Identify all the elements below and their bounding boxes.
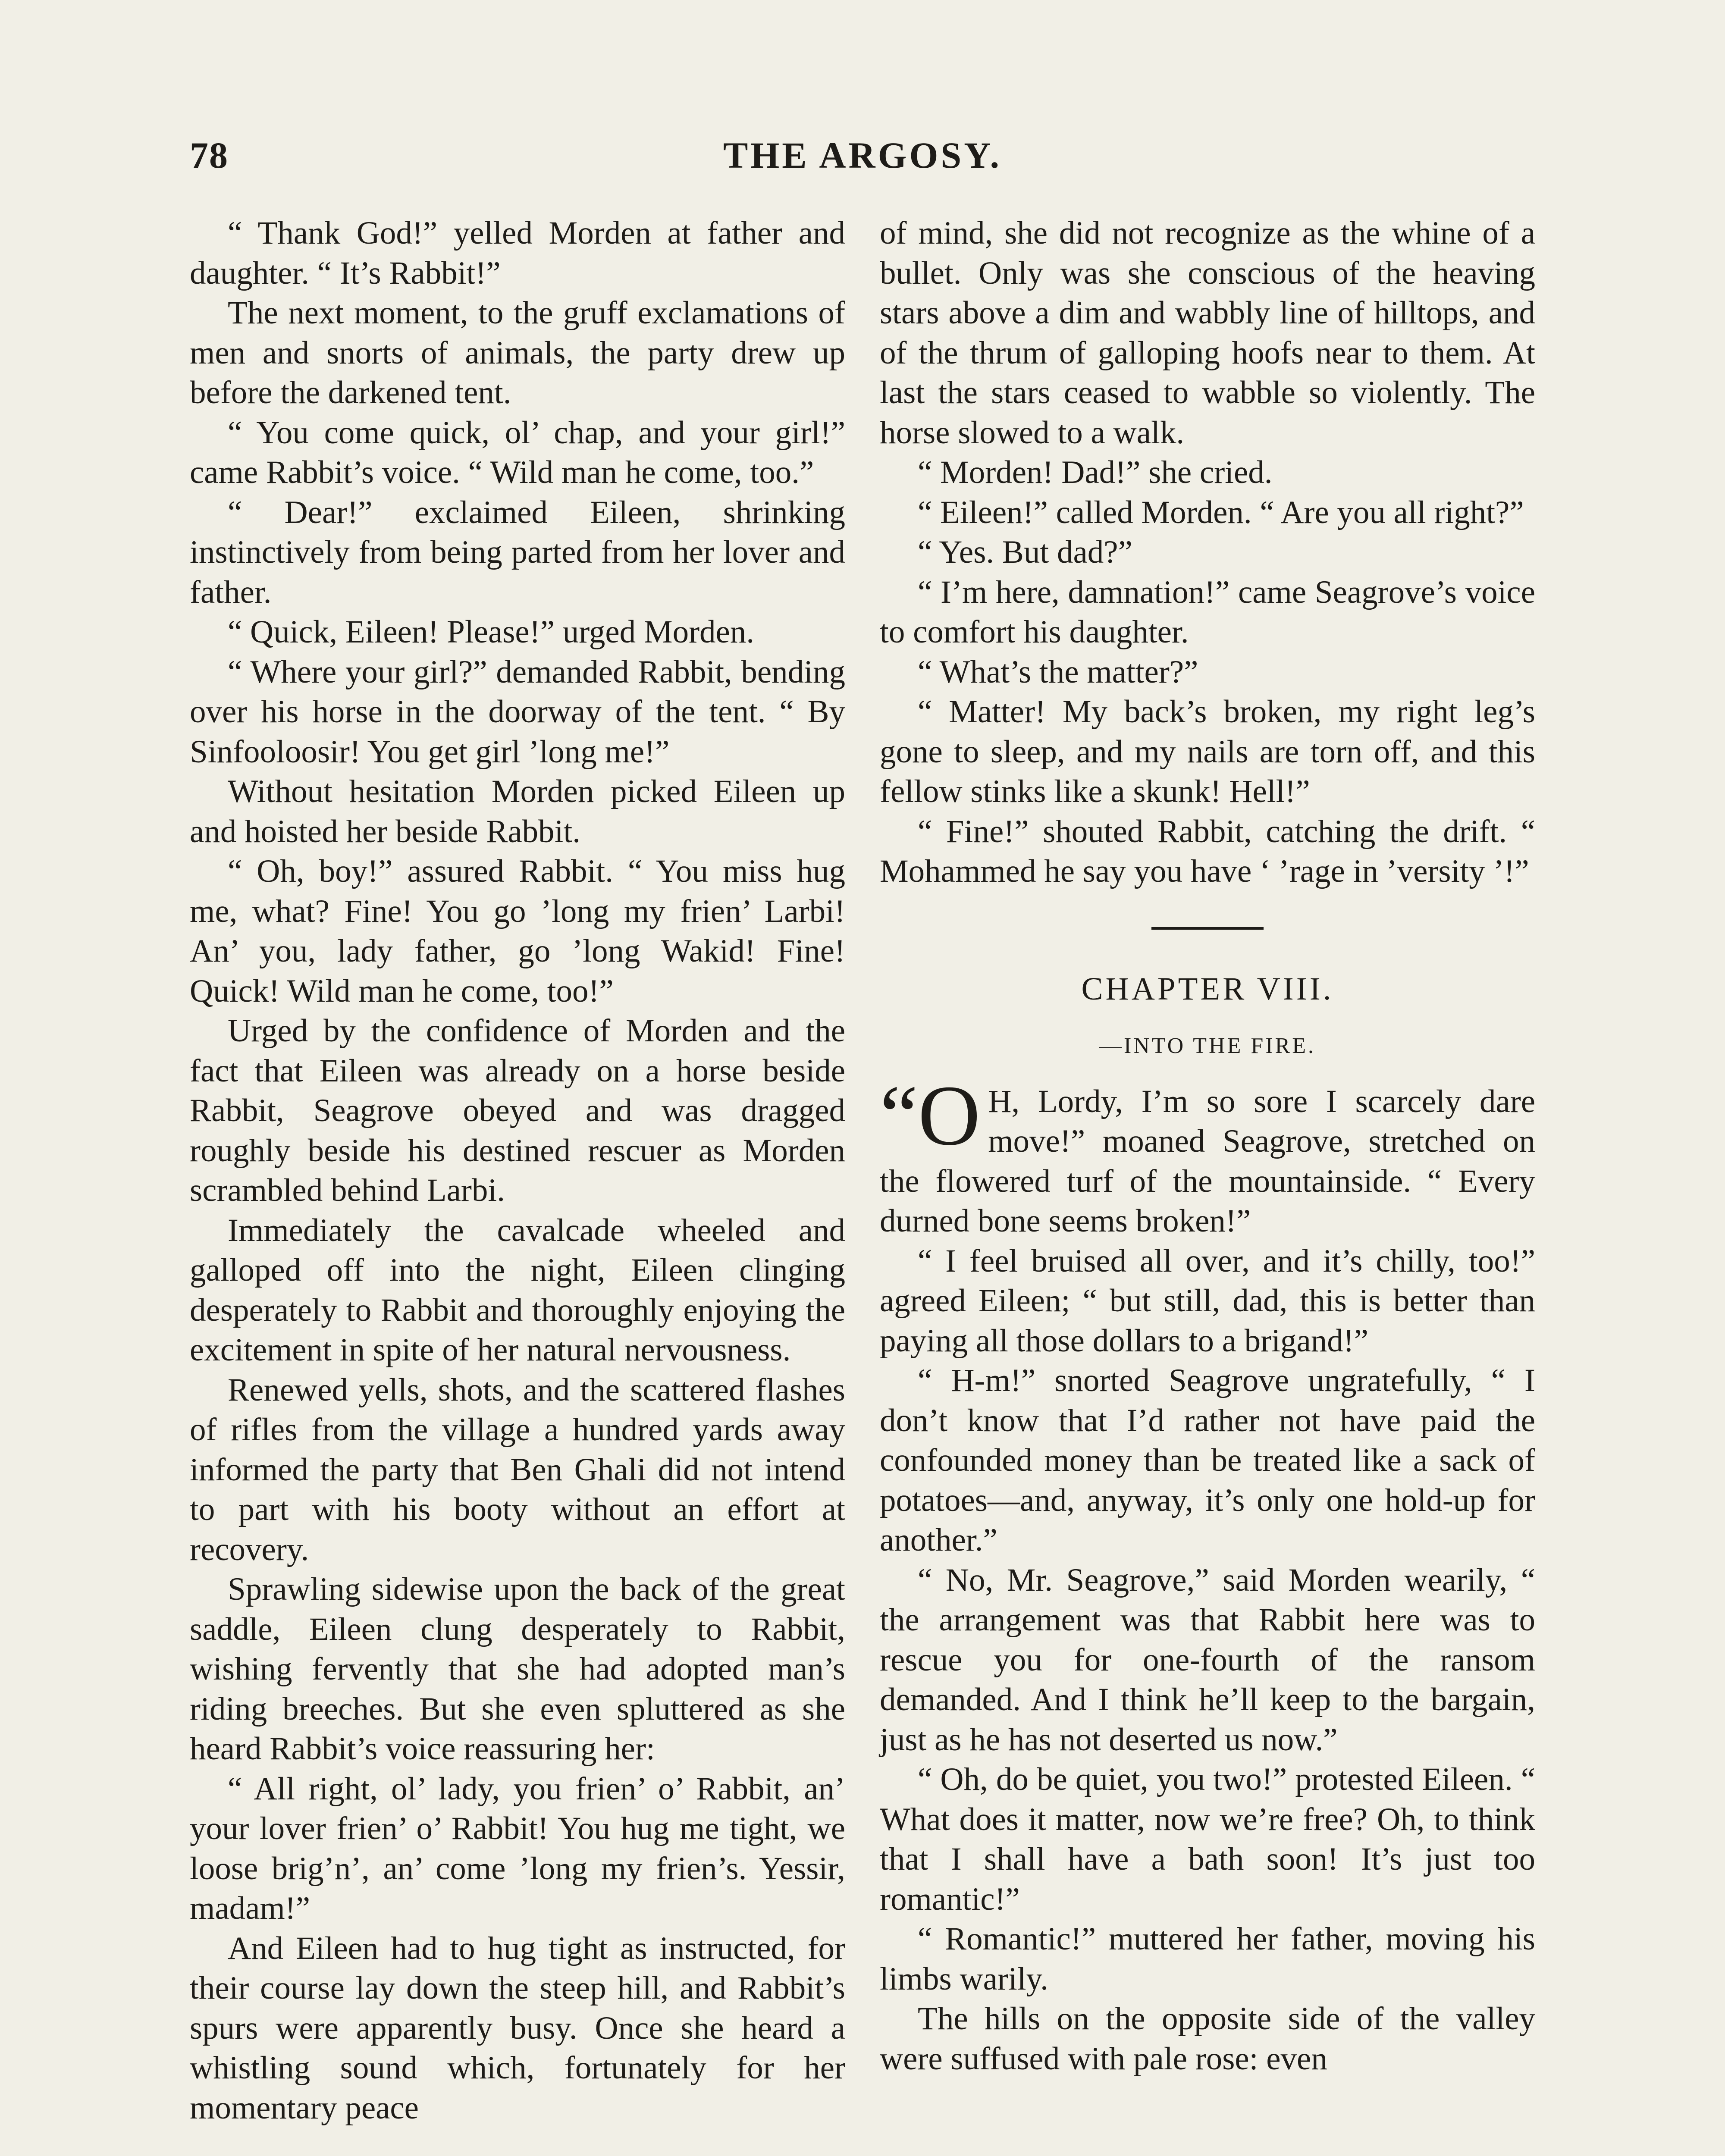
paragraph: “ Eileen!” called Morden. “ Are you all right?”: [918, 494, 1524, 530]
paragraph: And Eileen had to hug tight as instructed, for their course lay down the steep hill, and Rabbit’s spurs were apparently busy. Once she heard a whistling sound which, fortunately for her momentary peace: [190, 1930, 845, 2126]
opening-text: H, Lordy, I’m so sore I scarcely dare move!” moaned Seagrove, stretched on the flowered turf of the mountainside. “ Every durned bone seems broken!”: [880, 1083, 1535, 1239]
paragraph: “ Dear!” exclaimed Eileen, shrinking instinctively from being parted from her lover and father.: [190, 494, 845, 610]
chapter-subtitle: —INTO THE FIRE.: [1099, 1034, 1316, 1058]
paragraph: “ Romantic!” muttered her father, moving his limbs warily.: [880, 1921, 1535, 1997]
paragraph: “ Fine!” shouted Rabbit, catching the drift. “ Mohammed he say you have ‘ ’rage in ’versity ’!”: [880, 813, 1535, 889]
paragraph: of mind, she did not recognize as the whine of a bullet. Only was she conscious of the heaving stars above a dim and wabbly line of hilltops, and of the thrum of galloping hoofs near to them. At last the stars ceased to wabble so violently. The horse slowed to a walk.: [880, 215, 1535, 451]
paragraph: “ All right, ol’ lady, you frien’ o’ Rabbit, an’ your lover frien’ o’ Rabbit! You hug me tight, we loose brig’n’, an’ come ’long my frien’s. Yessir, madam!”: [190, 1771, 845, 1926]
paragraph: “ Morden! Dad!” she cried.: [918, 454, 1273, 490]
drop-cap: [880, 1068, 981, 1163]
chapter-opening-paragraph: [880, 1068, 1535, 1241]
paragraph: Immediately the cavalcade wheeled and galloped off into the night, Eileen clinging desperately to Rabbit and thoroughly enjoying the excitement in spite of her natural nervousness.: [190, 1212, 845, 1368]
paragraph: “ What’s the matter?”: [918, 654, 1198, 690]
drop-cap-letter: O: [918, 1068, 981, 1163]
paragraph: “ Yes. But dad?”: [918, 534, 1132, 570]
paragraph: “ Thank God!” yelled Morden at father and daughter. “ It’s Rabbit!”: [190, 215, 845, 291]
paragraph: Renewed yells, shots, and the scattered flashes of rifles from the village a hundred yards away informed the party that Ben Ghali did not intend to part with his booty without an effort at recovery.: [190, 1372, 845, 1567]
page-header: [190, 134, 1535, 181]
paragraph: “ Oh, boy!” assured Rabbit. “ You miss hug me, what? Fine! You go ’long my frien’ Larbi! An’ you, lady father, go ’long Wakid! Fine! Quick! Wild man he come, too!”: [190, 853, 845, 1009]
paragraph: “ H-m!” snorted Seagrove ungratefully, “ I don’t know that I’d rather not have paid the confounded money than be treated like a sack of potatoes—and, anyway, it’s only one hold-up for another.”: [880, 1363, 1535, 1558]
paragraph: Sprawling sidewise upon the back of the great saddle, Eileen clung desperately to Rabbit, wishing fervently that she had adopted man’s riding breeches. But she even spluttered as she heard Rabbit’s voice reassuring her:: [190, 1571, 845, 1767]
paragraph: Urged by the confidence of Morden and the fact that Eileen was already on a horse beside Rabbit, Seagrove obeyed and was dragged roughly beside his destined rescuer as Morden scrambled behind Larbi.: [190, 1013, 845, 1208]
paragraph: The next moment, to the gruff exclamations of men and snorts of animals, the party drew up before the darkened tent.: [190, 295, 845, 411]
opening-quote: “: [880, 1068, 918, 1163]
right-column: [880, 213, 1535, 2079]
paragraph: “ Oh, do be quiet, you two!” protested Eileen. “ What does it matter, now we’re free? Oh, to think that I shall have a bath soon! It’s just too romantic!”: [880, 1761, 1535, 1917]
left-column: [190, 213, 845, 2128]
paragraph: “ No, Mr. Seagrove,” said Morden wearily, “ the arrangement was that Rabbit here was to rescue you for one-fourth of the ransom demanded. And I think he’ll keep to the bargain, just as he has not deserted us now.”: [880, 1562, 1535, 1758]
paragraph: “ Where your girl?” demanded Rabbit, bending over his horse in the doorway of the tent. “ By Sinfooloosir! You get girl ’long me!”: [190, 654, 845, 770]
running-head: THE ARGOSY.: [723, 135, 1002, 176]
paragraph: “ I feel bruised all over, and it’s chilly, too!” agreed Eileen; “ but still, dad, this is better than paying all those dollars to a brigand!”: [880, 1243, 1535, 1359]
section-divider: [1151, 927, 1264, 930]
chapter-title: CHAPTER VIII.: [1081, 971, 1334, 1007]
paragraph: “ Quick, Eileen! Please!” urged Morden.: [228, 614, 755, 650]
paragraph: “ You come quick, ol’ chap, and your girl!” came Rabbit’s voice. “ Wild man he come, too.”: [190, 414, 845, 490]
paragraph: The hills on the opposite side of the valley were suffused with pale rose: even: [880, 2001, 1535, 2077]
paragraph: “ I’m here, damnation!” came Seagrove’s voice to comfort his daughter.: [880, 574, 1535, 650]
paragraph: Without hesitation Morden picked Eileen up and hoisted her beside Rabbit.: [190, 774, 845, 849]
page-number: 78: [190, 135, 229, 176]
paragraph: “ Matter! My back’s broken, my right leg’s gone to sleep, and my nails are torn off, and this fellow stinks like a skunk! Hell!”: [880, 694, 1535, 809]
